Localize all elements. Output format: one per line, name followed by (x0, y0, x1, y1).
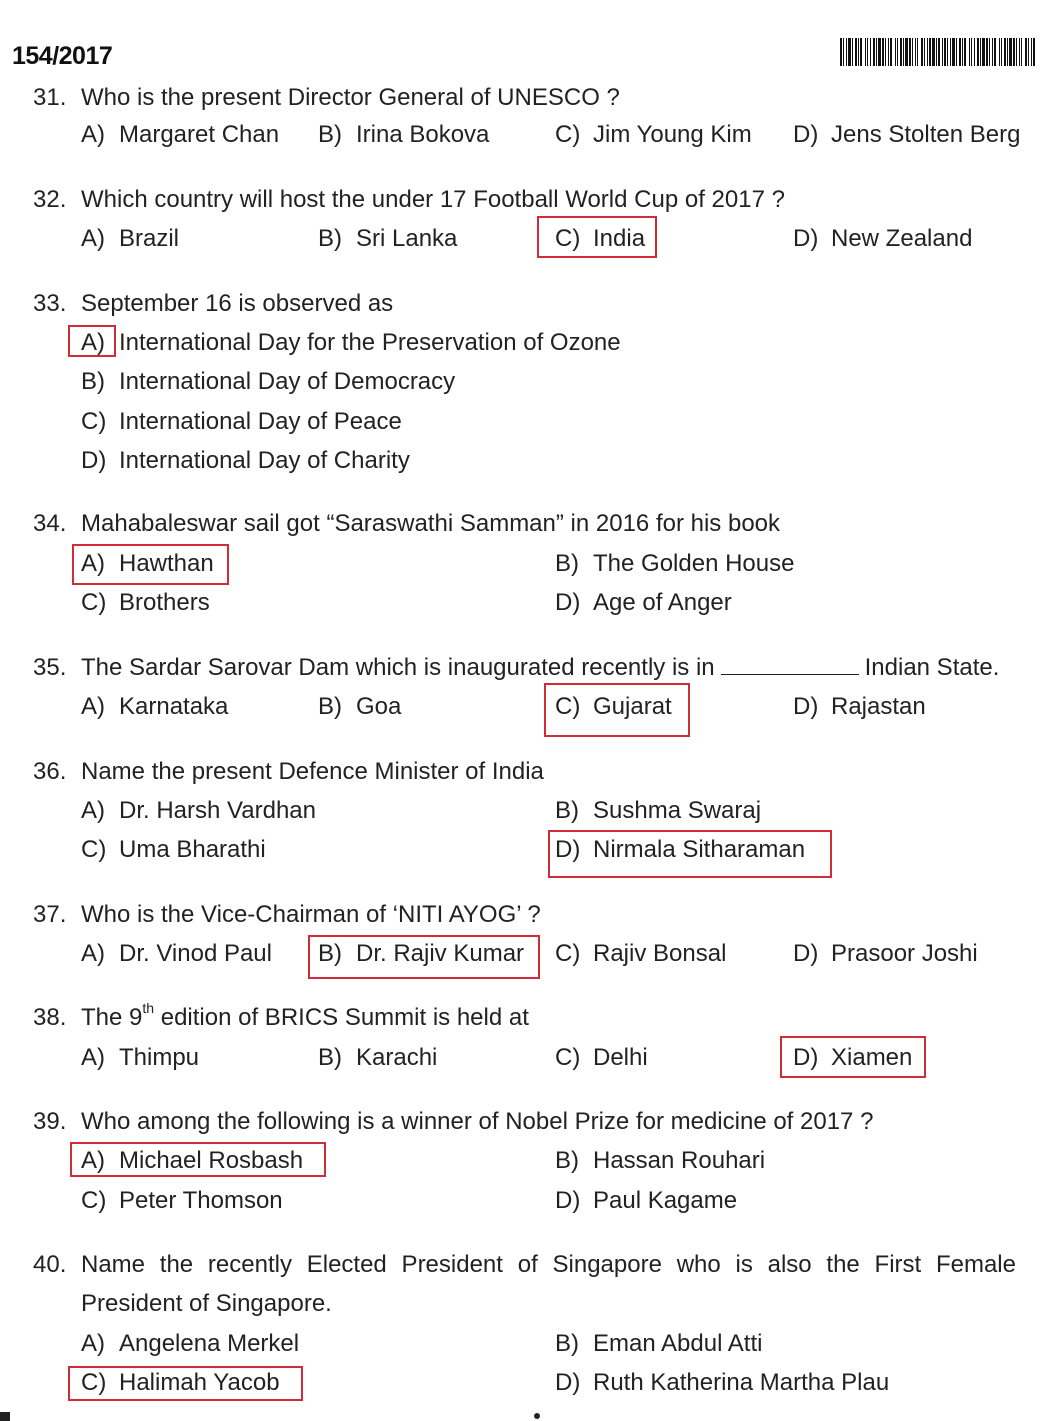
option-d[interactable] (81, 447, 410, 475)
answer-highlight-box (544, 683, 690, 737)
barcode-bar (895, 38, 896, 66)
option-letter: D) (793, 121, 819, 148)
answer-highlight-box (548, 830, 832, 878)
question-text: Name the recently Elected President of Singapore who is also the First Female President of Singapore. (81, 1251, 1016, 1317)
barcode-bar (977, 38, 979, 66)
barcode-bar (1001, 38, 1002, 66)
option-text: International Day of Democracy (119, 368, 456, 395)
option-letter: B) (555, 1330, 579, 1357)
barcode-bar (865, 38, 866, 66)
fill-in-blank (721, 654, 859, 675)
option-letter: B) (318, 693, 342, 720)
option-text: Gujarat (593, 693, 672, 720)
barcode-bar (912, 38, 913, 66)
question-number: 36. (33, 758, 67, 785)
barcode-bar (974, 38, 975, 66)
option-letter: D) (555, 589, 581, 616)
option-text: Eman Abdul Atti (593, 1330, 763, 1357)
barcode-bar (903, 38, 904, 66)
barcode-bar (848, 38, 851, 66)
question-number: 31. (33, 84, 67, 111)
option-letter: D) (793, 225, 819, 252)
option-text: Dr. Vinod Paul (119, 940, 272, 967)
option-c[interactable] (81, 1187, 283, 1215)
barcode-bar (971, 38, 972, 66)
barcode-bar (888, 38, 889, 66)
option-text: Dr. Harsh Vardhan (119, 797, 316, 824)
barcode-bar (956, 38, 957, 66)
barcode-bar (944, 38, 946, 66)
barcode-bar (917, 38, 918, 66)
barcode-bar (846, 38, 847, 66)
barcode-bar (897, 38, 898, 66)
question-text-part: The Sardar Sarovar Dam which is inaugurated recently is in (81, 654, 715, 681)
question-number: 37. (33, 901, 67, 928)
option-c[interactable] (81, 836, 266, 864)
barcode-bar (1025, 38, 1027, 66)
barcode-bar (873, 38, 875, 66)
barcode-bar (942, 38, 943, 66)
option-letter: B) (318, 940, 342, 967)
answer-highlight-box (537, 216, 657, 258)
option-letter: C) (555, 693, 581, 720)
barcode-bar (1013, 38, 1015, 66)
option-text: International Day of Peace (119, 408, 402, 435)
question-text: Name the present Defence Minister of India (81, 758, 544, 785)
option-letter: A) (81, 1330, 105, 1357)
barcode-bar (929, 38, 931, 66)
barcode-bar (840, 38, 842, 66)
question-number: 32. (33, 186, 67, 213)
barcode-bar (986, 38, 988, 66)
option-text: Hawthan (119, 550, 214, 577)
barcode-bar (915, 38, 916, 66)
option-text: International Day for the Preservation of Ozone (119, 329, 621, 356)
question-text-part: Indian State. (864, 654, 1000, 681)
question-text (81, 1000, 529, 1032)
option-b[interactable] (318, 693, 402, 721)
option-text: Goa (356, 693, 402, 720)
barcode-bar (938, 38, 940, 66)
option-a[interactable] (81, 1044, 200, 1072)
barcode-bar (999, 38, 1000, 66)
option-text: Sri Lanka (356, 225, 458, 252)
option-c[interactable] (81, 589, 210, 617)
option-letter: B) (318, 121, 342, 148)
barcode-bar (1016, 38, 1017, 66)
option-text: The Golden House (593, 550, 795, 577)
barcode-bar (950, 38, 951, 66)
question-number: 38. (33, 1004, 67, 1031)
superscript: th (142, 1000, 155, 1016)
option-letter: D) (555, 1187, 581, 1214)
barcode-bar (932, 38, 935, 66)
option-letter: C) (81, 589, 107, 616)
barcode-bar (852, 38, 853, 66)
option-text: Prasoor Joshi (831, 940, 978, 967)
barcode-bar (952, 38, 955, 66)
option-letter: A) (81, 797, 105, 824)
answer-highlight-box (72, 544, 229, 585)
option-text: Brothers (119, 589, 210, 616)
option-a[interactable] (81, 797, 316, 825)
option-b[interactable] (318, 1044, 438, 1072)
barcode-bar (969, 38, 970, 66)
answer-highlight-box (308, 935, 540, 979)
option-text: International Day of Charity (119, 447, 410, 474)
question-text: Who among the following is a winner of Nobel Prize for medicine of 2017 ? (81, 1108, 874, 1135)
barcode-bar (989, 38, 990, 66)
barcode-bar (870, 38, 871, 66)
option-letter: B) (555, 1147, 579, 1174)
barcode-bar (890, 38, 892, 66)
option-text: Thimpu (119, 1044, 200, 1071)
barcode-bar (982, 38, 985, 66)
barcode-bar (900, 38, 902, 66)
paper-code: 154/2017 (12, 42, 113, 70)
option-text: Delhi (593, 1044, 648, 1071)
option-letter: B) (555, 550, 579, 577)
barcode-bar (878, 38, 881, 66)
option-letter: A) (81, 940, 105, 967)
option-letter: C) (555, 940, 581, 967)
barcode-bar (885, 38, 886, 66)
barcode-bar (905, 38, 908, 66)
barcode-bar (921, 38, 923, 66)
answer-highlight-box (780, 1036, 926, 1078)
option-text: Jim Young Kim (593, 121, 752, 148)
question-number: 34. (33, 510, 67, 537)
question-text: Mahabaleswar sail got “Saraswathi Samman” in 2016 for his book (81, 510, 781, 537)
answer-highlight-box (68, 325, 116, 357)
option-letter: A) (81, 550, 105, 577)
question-text: Who is the Vice-Chairman of ‘NITI AYOG’ ? (81, 901, 541, 928)
question-number: 40. (33, 1251, 67, 1278)
option-c[interactable] (555, 940, 727, 968)
option-text: Rajiv Bonsal (593, 940, 727, 967)
option-letter: B) (318, 1044, 342, 1071)
barcode-bar (1007, 38, 1008, 66)
question-text (81, 654, 999, 682)
question-text-part: edition of BRICS Summit is held at (154, 1004, 529, 1031)
option-letter: D) (793, 940, 819, 967)
option-text: Xiamen (831, 1044, 913, 1071)
option-a[interactable] (81, 693, 229, 721)
barcode-bar (994, 38, 996, 66)
option-letter: A) (81, 121, 105, 148)
barcode-bar (1031, 38, 1032, 66)
option-letter: B) (81, 368, 105, 395)
option-letter: D) (81, 447, 107, 474)
question-number: 35. (33, 654, 67, 681)
option-d[interactable] (793, 225, 973, 253)
option-b[interactable] (555, 1147, 766, 1175)
barcode-bar (947, 38, 948, 66)
page-edge-mark (0, 1412, 10, 1421)
option-text: Karachi (356, 1044, 438, 1071)
option-text: Angelena Merkel (119, 1330, 300, 1357)
question-text: Which country will host the under 17 Football World Cup of 2017 ? (81, 186, 785, 213)
option-c[interactable] (555, 121, 752, 149)
option-letter: D) (555, 1369, 581, 1396)
option-letter: A) (81, 329, 105, 356)
option-text: Ruth Katherina Martha Plau (593, 1369, 890, 1396)
option-text: Irina Bokova (356, 121, 490, 148)
option-d[interactable] (555, 589, 732, 617)
option-letter: A) (81, 225, 105, 252)
option-text: Halimah Yacob (119, 1369, 280, 1396)
option-text: Jens Stolten Berg (831, 121, 1021, 148)
barcode-bar (855, 38, 857, 66)
barcode-bar (936, 38, 937, 66)
barcode-bar (924, 38, 925, 66)
option-text: India (593, 225, 646, 252)
option-a[interactable] (81, 121, 280, 149)
question-text-part: The 9 (81, 1004, 143, 1031)
option-d[interactable] (793, 940, 978, 968)
option-letter: C) (555, 225, 581, 252)
question-text: Who is the present Director General of UNESCO ? (81, 84, 620, 111)
option-d[interactable] (793, 693, 926, 721)
option-c[interactable] (555, 1044, 648, 1072)
option-text: Paul Kagame (593, 1187, 738, 1214)
option-d[interactable] (555, 1369, 890, 1397)
barcode-bar (959, 38, 961, 66)
option-letter: D) (555, 836, 581, 863)
barcode-bar (1021, 38, 1022, 66)
answer-highlight-box (70, 1142, 326, 1177)
option-b[interactable] (555, 797, 762, 825)
page-edge-mark (534, 1413, 540, 1419)
option-d[interactable] (793, 121, 1021, 149)
option-text: New Zealand (831, 225, 973, 252)
option-letter: D) (793, 1044, 819, 1071)
option-text: Dr. Rajiv Kumar (356, 940, 525, 967)
option-text: Nirmala Sitharaman (593, 836, 806, 863)
option-letter: C) (555, 1044, 581, 1071)
option-text: Age of Anger (593, 589, 732, 616)
option-text: Sushma Swaraj (593, 797, 762, 824)
option-letter: C) (555, 121, 581, 148)
option-a[interactable] (81, 940, 272, 968)
barcode-bar (1033, 38, 1035, 66)
barcode-bar (927, 38, 928, 66)
barcode-bar (860, 38, 862, 66)
option-letter: C) (81, 836, 107, 863)
option-b[interactable] (555, 550, 795, 578)
option-text: Margaret Chan (119, 121, 280, 148)
option-a[interactable] (81, 1330, 300, 1358)
barcode-bar (1009, 38, 1012, 66)
barcode-image (840, 38, 1036, 66)
barcode-bar (962, 38, 963, 66)
barcode-bar (964, 38, 966, 66)
option-b[interactable] (81, 368, 456, 396)
barcode-bar (992, 38, 993, 66)
barcode-bar (1004, 38, 1006, 66)
option-text: Uma Bharathi (119, 836, 266, 863)
option-letter: A) (81, 1147, 105, 1174)
barcode-bar (1019, 38, 1020, 66)
question-number: 33. (33, 290, 67, 317)
option-letter: B) (555, 797, 579, 824)
answer-highlight-box (68, 1366, 303, 1401)
barcode-bar (980, 38, 981, 66)
barcode-bar (1028, 38, 1029, 66)
barcode-bar (858, 38, 859, 66)
option-letter: C) (81, 1187, 107, 1214)
question-text: September 16 is observed as (81, 290, 394, 317)
option-letter: A) (81, 693, 105, 720)
barcode-bar (909, 38, 911, 66)
option-b[interactable] (555, 1330, 763, 1358)
barcode-bar (882, 38, 884, 66)
option-letter: A) (81, 1044, 105, 1071)
option-b[interactable] (318, 121, 490, 149)
option-c[interactable] (81, 408, 402, 436)
option-text: Rajastan (831, 693, 926, 720)
barcode-bar (843, 38, 844, 66)
option-a[interactable] (81, 225, 180, 253)
option-b[interactable] (318, 225, 458, 253)
option-text: Peter Thomson (119, 1187, 283, 1214)
option-text: Hassan Rouhari (593, 1147, 766, 1174)
barcode-bar (876, 38, 877, 66)
option-text: Karnataka (119, 693, 229, 720)
option-text: Brazil (119, 225, 180, 252)
option-letter: C) (81, 408, 107, 435)
question-number: 39. (33, 1108, 67, 1135)
option-letter: D) (793, 693, 819, 720)
option-text: Michael Rosbash (119, 1147, 304, 1174)
barcode-bar (867, 38, 868, 66)
option-letter: C) (81, 1369, 107, 1396)
option-d[interactable] (555, 1187, 738, 1215)
option-letter: B) (318, 225, 342, 252)
